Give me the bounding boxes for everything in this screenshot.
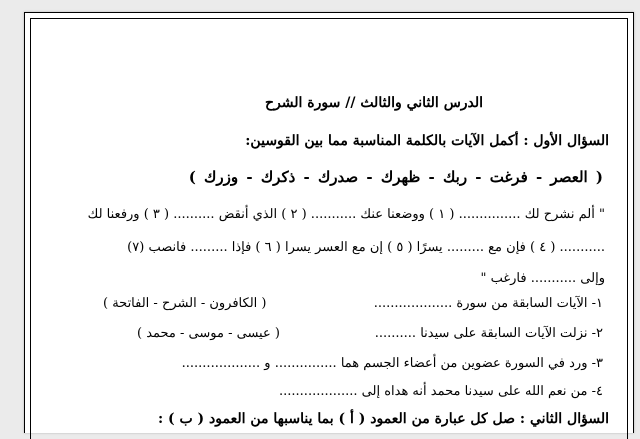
item-2-choices: ( عيسى - موسى - محمد )	[137, 326, 280, 341]
page-border	[30, 18, 628, 439]
verse-line-2: ........... ( ٤ ) فإن مع ......... يسرًا ( ٥ ) إن مع العسر يسرا ( ٦ ) فإذا ......... فانصب (٧)	[127, 240, 605, 255]
verse-line-1: " ألم نشرح لك ............... ( ١ ) ووضعنا عنك ........... ( ٢ ) الذي أنقض .......... ( ٣ ) ورفعنا لك	[87, 207, 605, 222]
question-1-heading: السؤال الأول : أكمل الآيات بالكلمة المناسبة مما بين القوسين:	[245, 133, 609, 149]
item-1-choices: ( الكافرون - الشرح - الفاتحة )	[103, 296, 267, 311]
question-2-heading: السؤال الثاني : صل كل عبارة من العمود ( أ ) بما يناسبها من العمود ( ب ) :	[157, 411, 609, 427]
verse-line-3: وإلى ........... فارغب "	[480, 271, 605, 286]
item-2-text: ٢- نزلت الآيات السابقة على سيدنا ..........	[374, 326, 603, 341]
item-1-text: ١- الآيات السابقة من سورة ...................	[373, 296, 603, 311]
item-4-text: ٤- من نعم الله على سيدنا محمد أنه هداه إلى ...................	[279, 384, 603, 399]
worksheet-page	[24, 12, 634, 433]
lesson-title: الدرس الثاني والثالث // سورة الشرح	[265, 95, 484, 111]
item-3-text: ٣- ورد في السورة عضوين من أعضاء الجسم هما ............... و ...................	[181, 356, 603, 371]
word-bank: ( العصر - فرغت - ربك - ظهرك - صدرك - ذكرك - وزرك )	[188, 168, 603, 186]
